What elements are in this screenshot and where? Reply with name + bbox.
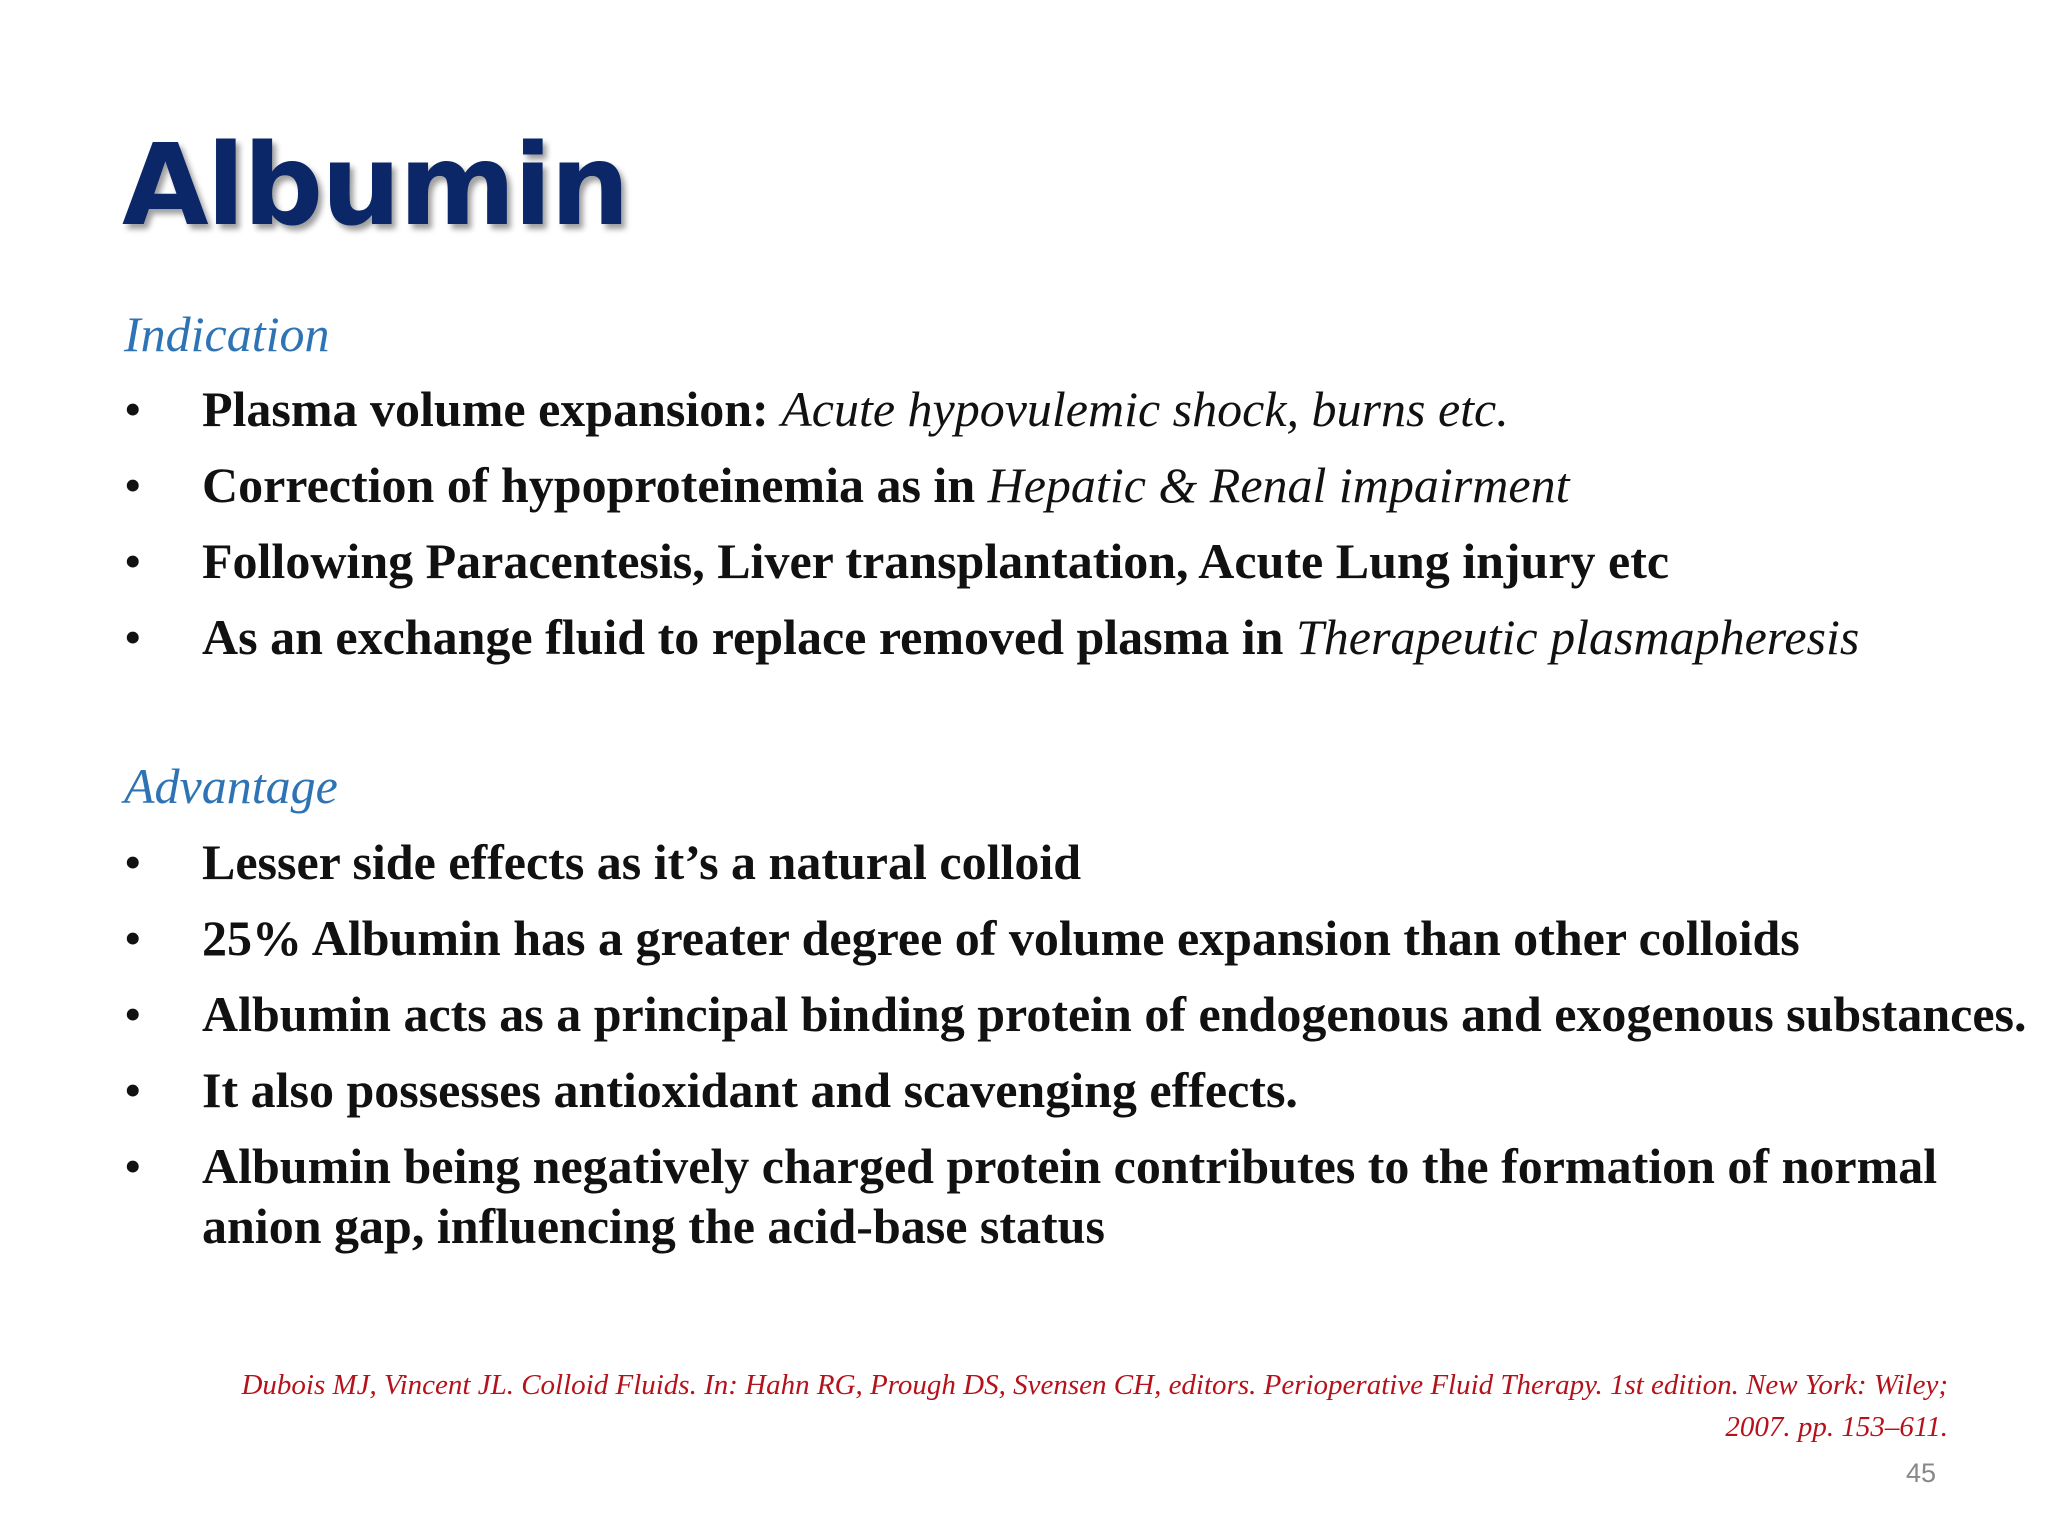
bullet-text-bold: Albumin being negatively charged protein contributes to the formation of normal anion gap, influencing the acid-base status bbox=[202, 1138, 1938, 1254]
list-item bbox=[0, 832, 2042, 892]
bullet-text-bold: As an exchange fluid to replace removed plasma in bbox=[202, 609, 1296, 665]
citation bbox=[188, 1364, 1948, 1448]
bullet-text-italic: Acute hypovulemic shock, burns etc. bbox=[781, 381, 1509, 437]
list-item bbox=[0, 1136, 2042, 1256]
page-number: 45 bbox=[1905, 1458, 1936, 1488]
section-heading-indication: Indication bbox=[124, 306, 330, 362]
bullet-text-bold: 25% Albumin has a greater degree of volume expansion than other colloids bbox=[202, 910, 1800, 966]
list-item bbox=[0, 908, 2042, 968]
bullet-text-italic: Hepatic & Renal impairment bbox=[987, 457, 1570, 513]
bullet-icon: • bbox=[124, 834, 142, 890]
bullet-text-bold: Plasma volume expansion: bbox=[202, 381, 782, 437]
bullet-icon: • bbox=[124, 910, 142, 966]
bullet-text-bold: Albumin acts as a principal binding protein of endogenous and exogenous substances. bbox=[202, 986, 2027, 1042]
list-item bbox=[0, 607, 2042, 667]
bullet-icon: • bbox=[124, 1138, 142, 1194]
section-heading-advantage: Advantage bbox=[124, 758, 338, 814]
bullet-text-bold: Following Paracentesis, Liver transplantation, Acute Lung injury etc bbox=[202, 533, 1670, 589]
bullet-text-bold: It also possesses antioxidant and scavenging effects. bbox=[202, 1062, 1298, 1118]
bullet-text-bold: Correction of hypoproteinemia as in bbox=[202, 457, 988, 513]
bullet-icon: • bbox=[124, 381, 142, 437]
list-item bbox=[0, 455, 2042, 515]
bullet-icon: • bbox=[124, 609, 142, 665]
bullet-icon: • bbox=[124, 457, 142, 513]
indication-list bbox=[0, 379, 2042, 667]
list-item bbox=[0, 984, 2042, 1044]
citation-line-2: 2007. pp. 153–611. bbox=[1725, 1411, 1948, 1443]
list-item bbox=[0, 1060, 2042, 1120]
citation-line-1: Dubois MJ, Vincent JL. Colloid Fluids. In: Hahn RG, Prough DS, Svensen CH, editors. Perioperative Fluid Therapy. 1st edition. New York: Wiley; bbox=[241, 1369, 1948, 1401]
bullet-text-italic: Therapeutic plasmapheresis bbox=[1295, 609, 1860, 665]
bullet-icon: • bbox=[124, 986, 142, 1042]
bullet-icon: • bbox=[124, 1062, 142, 1118]
list-item bbox=[0, 379, 2042, 439]
list-item bbox=[0, 531, 2042, 591]
bullet-icon: • bbox=[124, 533, 142, 589]
advantage-list bbox=[0, 832, 2042, 1256]
bullet-text-bold: Lesser side effects as it’s a natural colloid bbox=[202, 834, 1082, 890]
slide-title: Albumin bbox=[122, 121, 628, 251]
